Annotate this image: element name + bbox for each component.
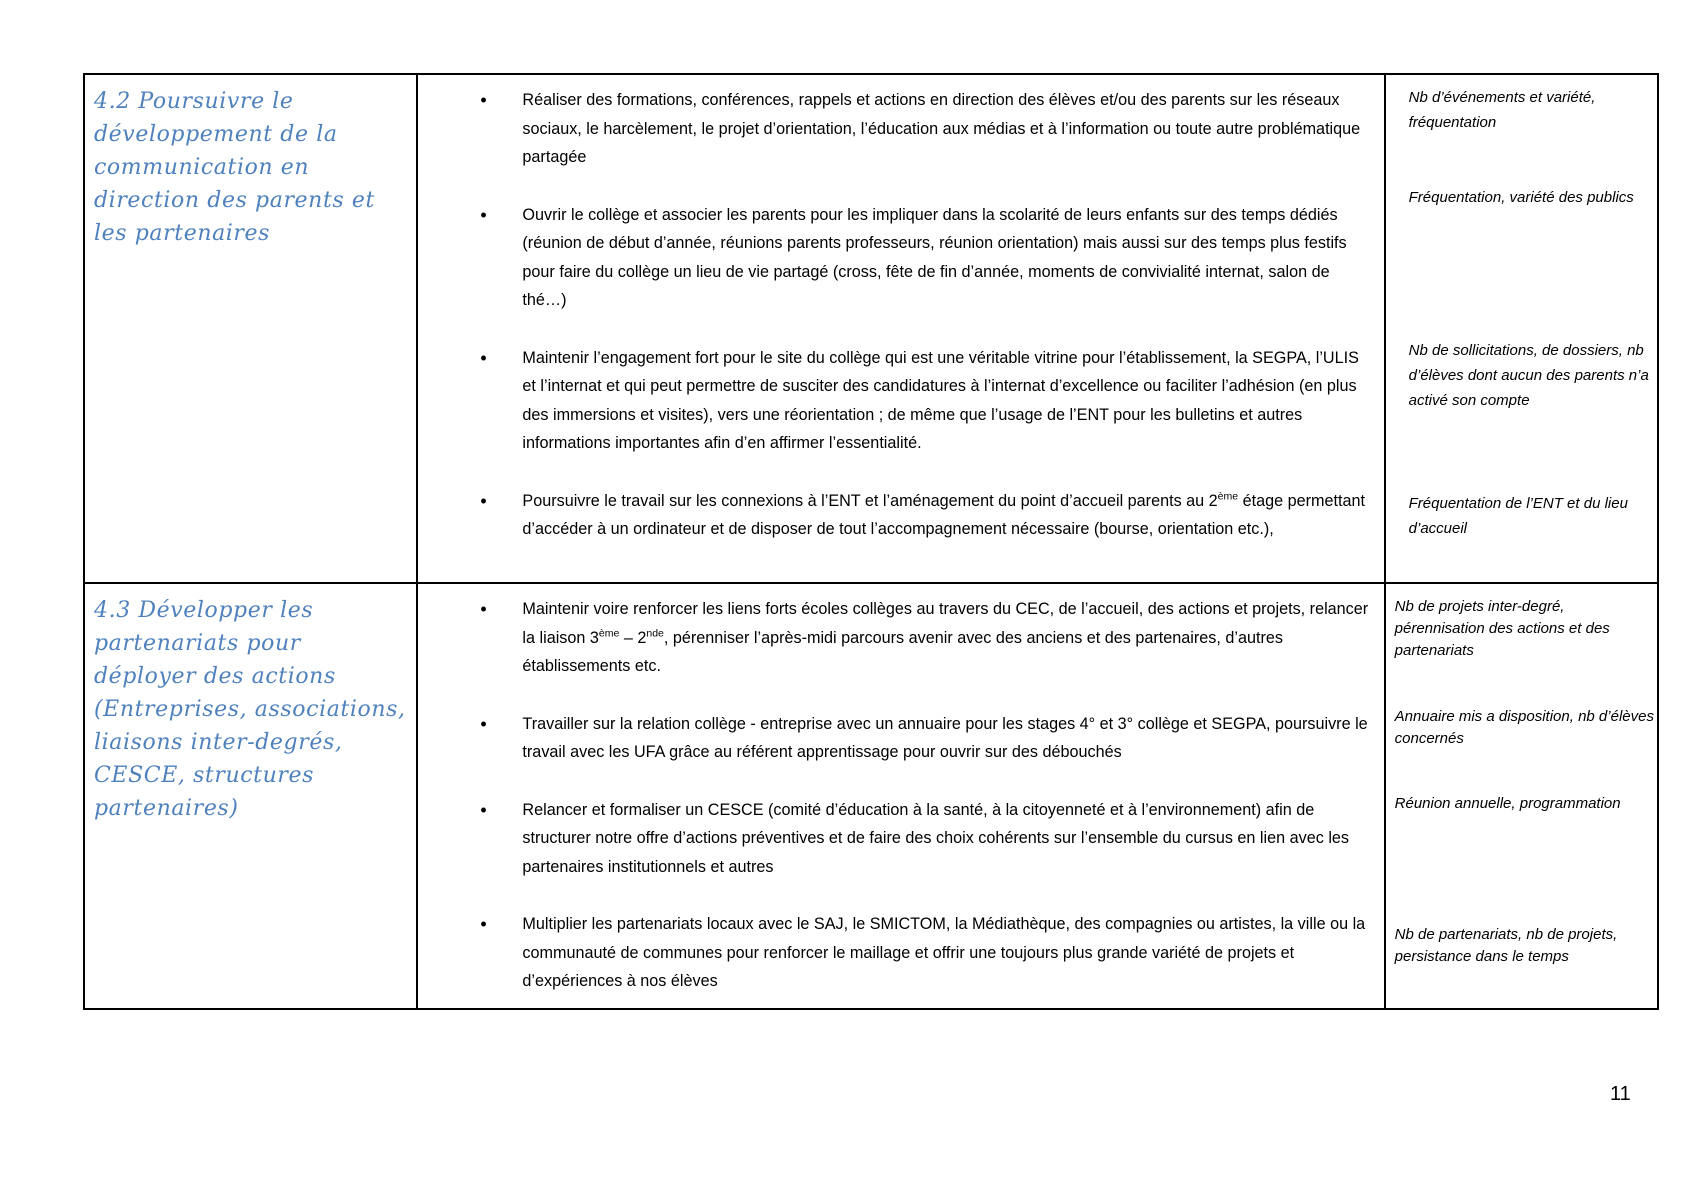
- indicator-text: Fréquentation de l’ENT et du lieu d’accueil: [1408, 495, 1628, 537]
- bullet-icon: •: [480, 490, 487, 511]
- indicators-cell: [1385, 74, 1658, 583]
- indicator-text: Réunion annuelle, programmation: [1394, 795, 1621, 812]
- bullet-icon: •: [480, 713, 487, 734]
- table-row-4-2: [84, 74, 1658, 583]
- action-text: Relancer et formaliser un CESCE (comité d’éducation à la santé, à la citoyenneté et à l’environnement) afin de structurer notre offre d’actions préventives et de faire des choix cohérents sur l’ensemble du cursus en lien avec les partenaires institutionnels et autres: [522, 800, 1350, 876]
- section-title-4-3: 4.3 Développer les partenariats pour déployer des actions (Entreprises, associations, liaisons inter-degrés, CESCE, structures partenaires): [94, 598, 406, 821]
- bullet-icon: •: [480, 799, 487, 820]
- bullet-icon: •: [480, 347, 487, 368]
- table-row-4-3: [84, 583, 1658, 1009]
- action-text: Maintenir voire renforcer les liens forts écoles collèges au travers du CEC, de l’accueil, des actions et projets, relancer la liaison 3: [522, 600, 1369, 647]
- actions-cell: [417, 74, 1384, 583]
- indicators-cell: [1385, 583, 1658, 1009]
- objective-cell: [84, 583, 417, 1009]
- objectives-table: [83, 73, 1659, 1010]
- action-text: Ouvrir le collège et associer les parents pour les impliquer dans la scolarité de leurs enfants sur des temps dédiés (réunion de début d’année, réunions parents professeurs, réunion orientation) mais aussi sur des temps plus festifs pour faire du collège un lieu de vie partagé (cross, fête de fin d’année, moments de convivialité internat, salon de thé…): [522, 205, 1347, 309]
- action-list: [418, 75, 1383, 552]
- superscript: ème: [1217, 490, 1239, 503]
- action-text: étage permettant d’accéder à un ordinateur et de disposer de tout l’accompagnement nécessaire (bourse, orientation etc.),: [522, 491, 1365, 538]
- indicator-text: Nb d’événements et variété, fréquentation: [1408, 89, 1596, 131]
- indicator-text: Annuaire mis a disposition, nb d’élèves concernés: [1394, 708, 1654, 747]
- list-item: [418, 344, 1375, 458]
- action-text: – 2: [619, 628, 647, 647]
- actions-cell: [417, 583, 1384, 1009]
- action-text: Multiplier les partenariats locaux avec le SAJ, le SMICTOM, la Médiathèque, des compagnies ou artistes, la ville ou la communauté de communes pour renforcer le maillage et offrir une toujours plus grande variété de projets et d’expériences à nos élèves: [522, 915, 1366, 990]
- superscript: ème: [598, 627, 620, 640]
- list-item: [418, 487, 1375, 544]
- section-title-4-2: 4.2 Poursuivre le développement de la communication en direction des parents et les partenaires: [94, 89, 375, 246]
- action-list: [418, 584, 1383, 1004]
- indicator-text: Nb de projets inter-degré, pérennisation des actions et des partenariats: [1394, 598, 1610, 659]
- list-item: [418, 86, 1375, 172]
- list-item: [418, 595, 1375, 681]
- bullet-icon: •: [480, 914, 487, 934]
- objective-cell: [84, 74, 417, 583]
- action-text: Travailler sur la relation collège - entreprise avec un annuaire pour les stages 4° et 3° collège et SEGPA, poursuivre le travail avec les UFA grâce au référent apprentissage pour ouvrir sur des débouchés: [522, 714, 1368, 761]
- bullet-icon: •: [480, 599, 487, 619]
- action-text: Poursuivre le travail sur les connexions à l’ENT et l’aménagement du point d’accueil parents au 2: [522, 491, 1218, 510]
- indicator-text: Fréquentation, variété des publics: [1408, 189, 1634, 206]
- list-item: [418, 910, 1375, 996]
- action-text: Maintenir l’engagement fort pour le site du collège qui est une véritable vitrine pour l’établissement, la SEGPA, l’ULIS et l’internat et qui peut permettre de susciter des candidatures à l’internat d’excellence ou faciliter l’adhésion (en plus des immersions et visites), vers une réorientation ; de même que l’usage de l’ENT pour les bulletins et autres informations importantes afin d’en affirmer l’essentialité.: [522, 348, 1359, 452]
- bullet-icon: •: [480, 204, 487, 225]
- list-item: [418, 710, 1375, 767]
- list-item: [418, 201, 1375, 315]
- page-number: 11: [1610, 1083, 1631, 1105]
- superscript: nde: [646, 627, 664, 640]
- action-text: , pérenniser l’après-midi parcours avenir avec des anciens et des partenaires, d’autres établissements etc.: [522, 628, 1283, 675]
- list-item: [418, 796, 1375, 882]
- indicator-text: Nb de sollicitations, de dossiers, nb d’élèves dont aucun des parents n’a activé son compte: [1408, 342, 1649, 409]
- indicator-text: Nb de partenariats, nb de projets, persistance dans le temps: [1394, 926, 1618, 965]
- action-text: Réaliser des formations, conférences, rappels et actions en direction des élèves et/ou des parents sur les réseaux sociaux, le harcèlement, le projet d’orientation, l’éducation aux médias et à l’information ou toute autre problématique partagée: [522, 91, 1361, 166]
- bullet-icon: •: [480, 90, 487, 110]
